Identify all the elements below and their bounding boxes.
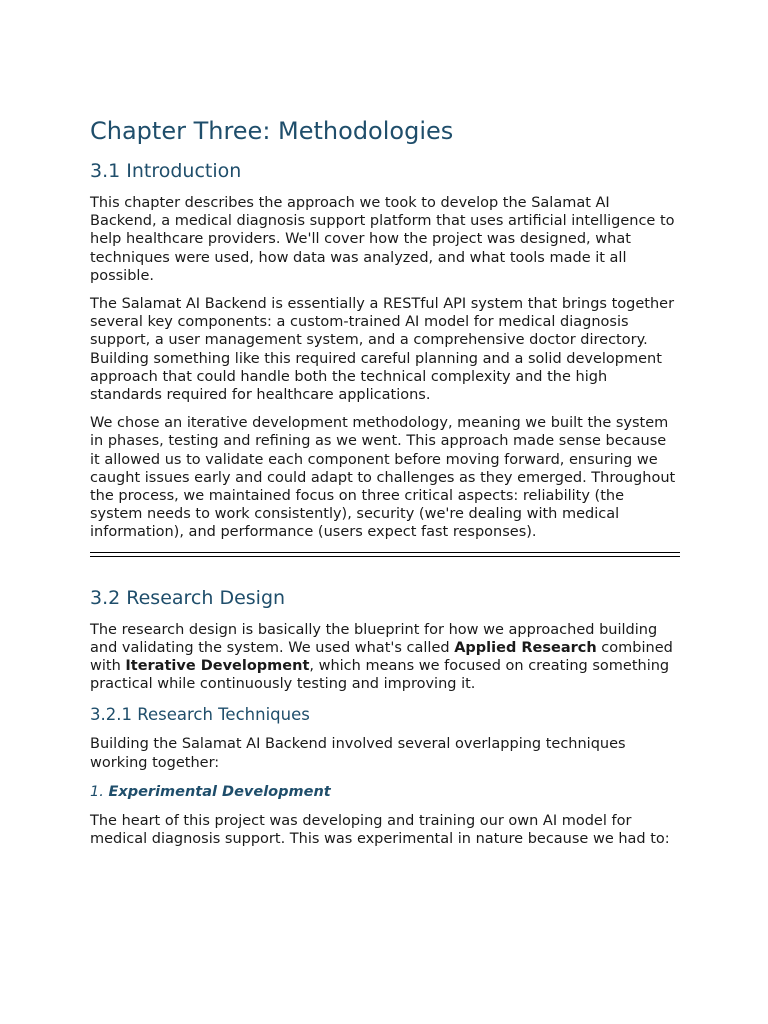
- applied-research-term: Applied Research: [454, 639, 597, 656]
- section-3-2-heading: 3.2 Research Design: [90, 586, 286, 609]
- techniques-intro-paragraph: Building the Salamat AI Backend involved several overlapping techniques working together:: [90, 736, 626, 771]
- section-3-2-1-heading: 3.2.1 Research Techniques: [90, 705, 310, 725]
- research-design-text-1: The research design is basically the blueprint for how we approached building and validating the system. We used what's called: [90, 621, 658, 656]
- technique-1-title: Experimental Development: [108, 783, 331, 800]
- section-3-1-heading: 3.1 Introduction: [90, 160, 242, 182]
- technique-1-paragraph: The heart of this project was developing and training our own AI model for medical diagnosis support. This was experimental in nature because we had to:: [90, 812, 670, 848]
- iterative-development-term: Iterative Development: [125, 658, 310, 675]
- research-design-paragraph: [90, 621, 680, 694]
- technique-1-heading: [90, 782, 680, 802]
- chapter-title: Chapter Three: Methodologies: [90, 117, 454, 145]
- intro-paragraph-1: This chapter describes the approach we took to develop the Salamat AI Backend, a medical diagnosis support platform that uses artificial intelligence to help healthcare providers. We'll cover how the project was designed, what techniques were used, how data was analyzed, and what tools made it all possible.: [90, 195, 675, 284]
- technique-1-number: 1.: [90, 783, 104, 800]
- intro-paragraph-2: The Salamat AI Backend is essentially a RESTful API system that brings together several key components: a custom-trained AI model for medical diagnosis support, a user management system, and a comprehensive doctor directory. Building something like this required careful planning and a solid development approach that could handle both the technical complexity and the high standards required for healthcare applications.: [90, 296, 675, 404]
- research-design-text-3: , which means we focused on creating something practical while continuously testing and improving it.: [90, 658, 670, 693]
- section-divider: [90, 552, 680, 557]
- research-design-text-2: combined with: [90, 639, 673, 675]
- intro-paragraph-3: We chose an iterative development methodology, meaning we built the system in phases, testing and refining as we went. This approach made sense because it allowed us to validate each component before moving forward, ensuring we caught issues early and could adapt to challenges as they emerged. Throughout the process, we maintained focus on three critical aspects: reliability (the system needs to work consistently), security (we're dealing with medical information), and performance (users expect fast responses).: [90, 415, 676, 541]
- document-page: [90, 114, 680, 858]
